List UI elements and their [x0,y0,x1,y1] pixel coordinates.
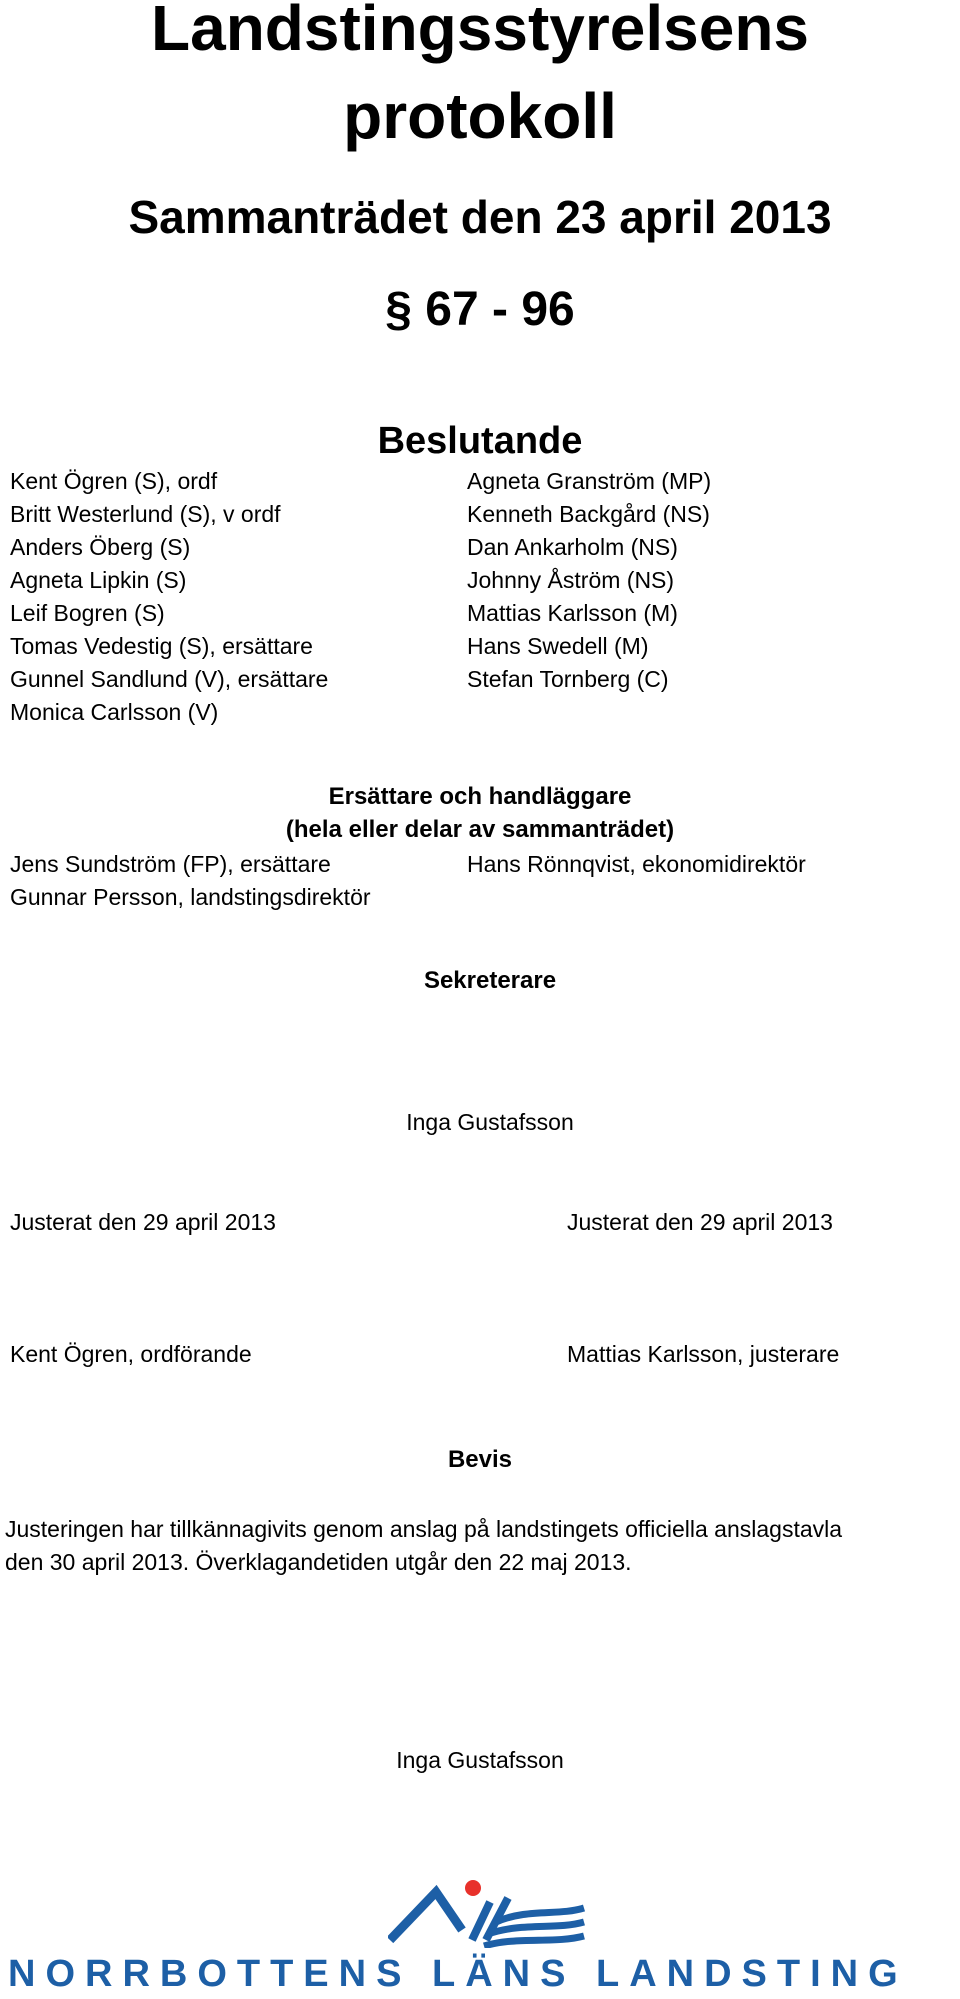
member-name: Mattias Karlsson (M) [467,600,678,626]
beslutande-left-list [10,465,328,729]
organization-name-logo: NORRBOTTENS LÄNS LANDSTING [8,1953,908,1995]
ersattare-heading-line1: Ersättare och handläggare [328,783,632,810]
member-name: Tomas Vedestig (S), ersättare [10,633,313,659]
member-name: Dan Ankarholm (NS) [467,534,678,560]
bevis-text-line2: den 30 april 2013. Överklagandetiden utgår den 22 maj 2013. [5,1549,632,1575]
member-name: Kent Ögren (S), ordf [10,468,218,494]
member-name: Kenneth Backgård (NS) [467,501,710,527]
member-name: Johnny Åström (NS) [467,567,675,593]
signer-left: Kent Ögren, ordförande [10,1341,252,1367]
ersattare-name: Jens Sundström (FP), ersättare [10,851,331,877]
norrbotten-logo-icon [388,1878,588,1948]
member-name: Stefan Tornberg (C) [467,666,669,692]
member-name: Agneta Lipkin (S) [10,567,187,593]
justerat-date-left: Justerat den 29 april 2013 [10,1209,276,1235]
bevis-signer: Inga Gustafsson [396,1747,564,1773]
sekreterare-heading: Sekreterare [423,967,557,994]
beslutande-right-list [467,465,711,696]
document-title-line2: protokoll [343,80,617,152]
handlaggare-name: Hans Rönnqvist, ekonomidirektör [467,851,806,877]
sekreterare-name: Inga Gustafsson [406,1109,574,1135]
member-name: Monica Carlsson (V) [10,699,219,725]
signer-right: Mattias Karlsson, justerare [567,1341,840,1367]
member-name: Britt Westerlund (S), v ordf [10,501,281,527]
paragraph-range: § 67 - 96 [385,283,575,336]
meeting-date: Sammanträdet den 23 april 2013 [128,191,832,243]
bevis-heading: Bevis [447,1446,513,1473]
member-name: Agneta Granström (MP) [467,468,712,494]
member-name: Gunnel Sandlund (V), ersättare [10,666,329,692]
handlaggare-name: Gunnar Persson, landstingsdirektör [10,884,371,910]
justerat-date-right: Justerat den 29 april 2013 [567,1209,833,1235]
member-name: Leif Bogren (S) [10,600,165,626]
bevis-text [5,1513,945,1579]
member-name: Anders Öberg (S) [10,534,191,560]
member-name: Hans Swedell (M) [467,633,649,659]
bevis-text-line1: Justeringen har tillkännagivits genom anslag på landstingets officiella anslagstavla [5,1516,843,1542]
beslutande-heading: Beslutande [377,420,583,462]
document-title-line1: Landstingsstyrelsens [151,0,809,64]
ersattare-heading-line2: (hela eller delar av sammanträdet) [285,816,675,843]
ersattare-heading [0,780,960,846]
